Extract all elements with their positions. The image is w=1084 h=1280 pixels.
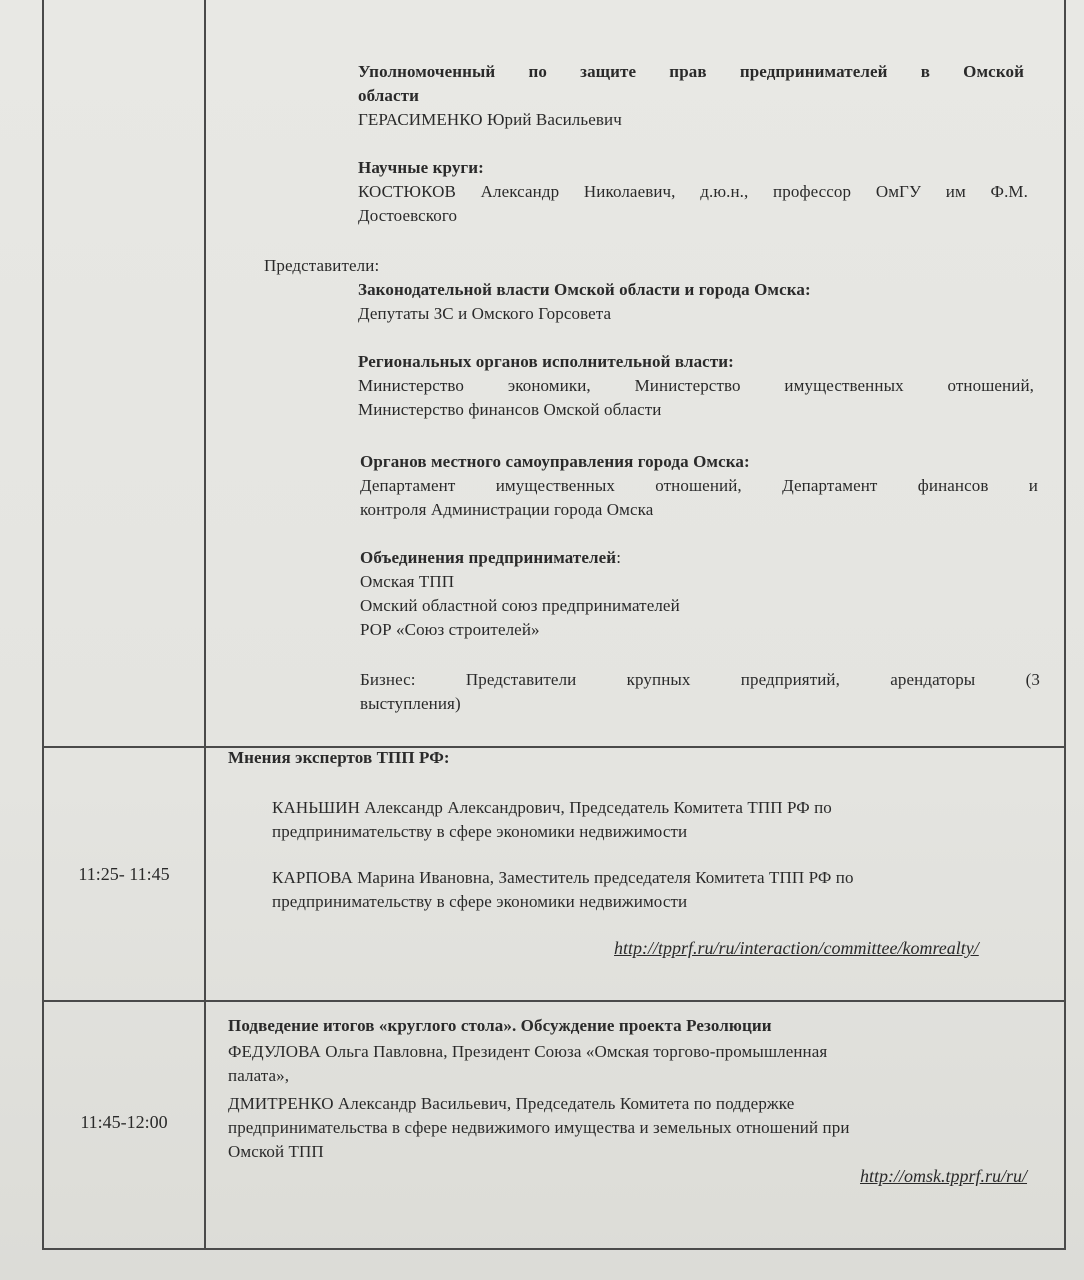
row-divider: [44, 746, 1064, 748]
business-line: Бизнес: Представители крупных предприятий, арендаторы (3: [360, 670, 1040, 689]
regional-line: Министерство финансов Омской области: [358, 400, 662, 419]
legislative-body: Депутаты ЗС и Омского Горсовета: [358, 304, 612, 323]
time-slot: 11:45-12:00: [80, 1112, 168, 1132]
expert-line: предпринимательству в сфере экономики недвижимости: [272, 892, 688, 911]
expert-line: КАНЬШИН Александр Александрович, Председатель Комитета ТПП РФ по: [272, 798, 832, 817]
column-divider: [204, 0, 206, 1250]
associations-colon: :: [616, 548, 622, 567]
science-title: Научные круги:: [358, 158, 484, 177]
experts-title: Мнения экспертов ТПП РФ:: [228, 748, 450, 767]
expert-line: КАРПОВА Марина Ивановна, Заместитель председателя Комитета ТПП РФ по: [272, 868, 854, 887]
participant-line: предпринимательства в сфере недвижимого имущества и земельных отношений при: [228, 1118, 850, 1137]
association-item: РОР «Союз строителей»: [360, 620, 540, 639]
ombudsman-name: ГЕРАСИМЕНКО Юрий Васильевич: [358, 110, 622, 129]
ombudsman-title-cont: области: [358, 86, 420, 105]
science-line: Достоевского: [358, 206, 458, 225]
time-slot: 11:25- 11:45: [78, 864, 170, 884]
association-item: Омская ТПП: [360, 572, 455, 591]
associations-title: [360, 546, 621, 570]
legislative-title: Законодательной власти Омской области и города Омска:: [358, 280, 811, 299]
representatives-label: Представители:: [264, 256, 380, 275]
participant-line: Омской ТПП: [228, 1142, 324, 1161]
expert-line: предпринимательству в сфере экономики недвижимости: [272, 822, 688, 841]
chamber-link[interactable]: http://omsk.tpprf.ru/ru/: [860, 1166, 1028, 1186]
regional-line: Министерство экономики, Министерство имущественных отношений,: [358, 376, 1034, 395]
participant-line: палата»,: [228, 1066, 290, 1085]
science-line: КОСТЮКОВ Александр Николаевич, д.ю.н., профессор ОмГУ им Ф.М.: [358, 182, 1028, 201]
associations-title-text: Объединения предпринимателей: [360, 548, 617, 567]
ombudsman-title: Уполномоченный по защите прав предпринимателей в Омской: [358, 62, 1024, 81]
summary-title: Подведение итогов «круглого стола». Обсуждение проекта Резолюции: [228, 1016, 772, 1035]
association-item: Омский областной союз предпринимателей: [360, 596, 680, 615]
local-title: Органов местного самоуправления города Омска:: [360, 452, 750, 471]
row-divider: [44, 1000, 1064, 1002]
regional-title: Региональных органов исполнительной власти:: [358, 352, 734, 371]
participant-line: ФЕДУЛОВА Ольга Павловна, Президент Союза «Омская торгово-промышленная: [228, 1042, 828, 1061]
local-line: Департамент имущественных отношений, Департамент финансов и: [360, 476, 1038, 495]
local-line: контроля Администрации города Омска: [360, 500, 654, 519]
committee-link[interactable]: http://tpprf.ru/ru/interaction/committee/komrealty/: [614, 938, 979, 958]
participant-line: ДМИТРЕНКО Александр Васильевич, Председатель Комитета по поддержке: [228, 1094, 795, 1113]
agenda-table: [42, 0, 1066, 1250]
business-line: выступления): [360, 694, 461, 713]
